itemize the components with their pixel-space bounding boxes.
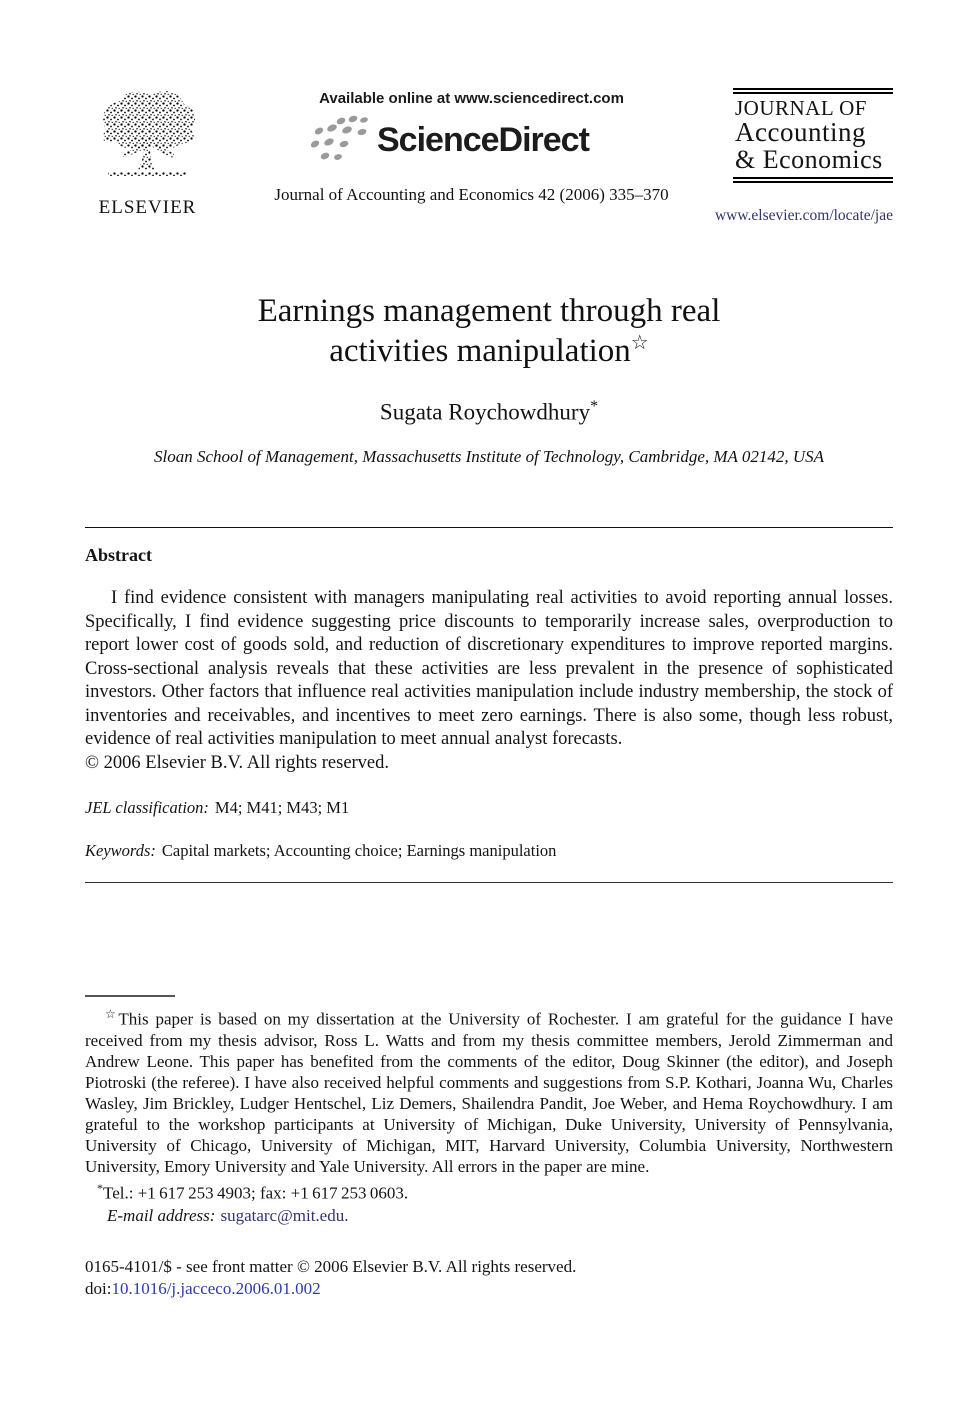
journal-logo-rule — [733, 181, 893, 183]
email-label: E-mail address: — [107, 1206, 216, 1226]
sciencedirect-logo — [210, 113, 733, 165]
footnote-acknowledgements — [85, 1004, 893, 1177]
abstract-bottom-rule — [85, 882, 893, 883]
footnote-telephone — [85, 1178, 893, 1204]
journal-logo-rule — [733, 177, 893, 179]
journal-website-link[interactable]: www.elsevier.com/locate/jae — [714, 207, 893, 224]
jel-label: JEL classification: — [85, 798, 209, 818]
keywords-line — [85, 841, 893, 861]
keywords-label: Keywords: — [85, 841, 156, 861]
title-footnote-marker: ☆ — [630, 332, 649, 355]
footnote-text: This paper is based on my dissertation at the University of Rochester. I am grateful for the guidance I have received from my thesis advisor, Ross L. Watts and from my thesis committee members, Jerold Zimmerman and Andrew Leone. This paper has benefited from the comments of the editor, Doug Skinner (the editor), and Joseph Piotroski (the referee). I have also received helpful comments and suggestions from S.P. Kothari, Joanna Wu, Charles Wasley, Jim Brickley, Ludger Hentschel, Liz Demers, Shailendra Pandit, Joe Weber, and Hema Roychowdhury. I am grateful to the workshop participants at University of Michigan, Duke University, University of Pennsylvania, University of Chicago, University of Michigan, MIT, Harvard University, Columbia University, Northwestern University, Emory University and Yale University. All errors in the paper are mine. — [85, 1009, 893, 1176]
page-title — [85, 291, 893, 372]
jel-value: M4; M41; M43; M1 — [214, 798, 350, 818]
keywords-value: Capital markets; Accounting choice; Earnings manipulation — [161, 841, 557, 861]
svg-text:ScienceDirect: ScienceDirect — [376, 121, 589, 159]
elsevier-logo — [85, 88, 210, 219]
author-name: Sugata Roychowdhury — [379, 399, 591, 425]
header-center — [210, 88, 733, 205]
elsevier-wordmark: ELSEVIER — [98, 197, 197, 218]
title-line1: Earnings management through real — [257, 293, 721, 329]
doi-link[interactable]: 10.1016/j.jacceco.2006.01.002 — [111, 1279, 321, 1299]
journal-logo-line2: Accounting — [735, 117, 866, 148]
author-line — [85, 398, 893, 426]
issn-line: 0165-4101/$ - see front matter © 2006 Elsevier B.V. All rights reserved. — [85, 1257, 577, 1277]
journal-citation-line: Journal of Accounting and Economics 42 (2006) 335–370 — [274, 185, 669, 204]
footnote-separator-rule — [85, 995, 175, 997]
sciencedirect-logo-icon — [307, 113, 637, 165]
journal-logo-line3: & Economics — [735, 145, 883, 175]
journal-logo — [733, 88, 893, 183]
email-link[interactable]: sugatarc@mit.edu. — [220, 1206, 349, 1226]
journal-logo-line1: JOURNAL OF — [735, 96, 867, 120]
journal-logo-rule — [733, 88, 893, 90]
abstract-text: I find evidence consistent with managers manipulating real activities to avoid reporting annual losses. Specifically, I find evidence suggesting price discounts to temporarily increase sales, overproduction to report lower cost of goods sold, and reduction of discretionary expenditures to improve reported margins. Cross-sectional analysis reveals that these activities are less prevalent in the presence of sophisticated investors. Other factors that influence real activities manipulation include industry membership, the stock of inventories and receivables, and incentives to meet zero earnings. There is also some, though less robust, evidence of real activities manipulation to meet annual analyst forecasts. — [85, 588, 893, 750]
doi-line — [85, 1278, 893, 1300]
available-online-text: Available online at www.sciencedirect.com — [319, 90, 624, 107]
abstract-top-rule — [85, 527, 893, 528]
elsevier-tree-icon — [92, 88, 204, 190]
abstract-heading: Abstract — [85, 545, 152, 566]
copyright-line: © 2006 Elsevier B.V. All rights reserved. — [85, 752, 390, 773]
front-matter-block — [85, 1256, 893, 1300]
page-header — [85, 88, 893, 219]
author-affiliation: Sloan School of Management, Massachusetts Institute of Technology, Cambridge, MA 02142, USA — [153, 447, 825, 467]
author-footnote-marker: * — [590, 397, 599, 415]
jel-classification-line — [85, 798, 893, 818]
title-block — [85, 291, 893, 467]
footnote-star-marker: ☆ — [105, 1007, 119, 1022]
doi-label: doi: — [85, 1279, 112, 1299]
tel-asterisk-marker: * — [97, 1180, 103, 1195]
footnote-email-line — [85, 1205, 893, 1226]
tel-text: Tel.: +1 617 253 4903; fax: +1 617 253 0603. — [103, 1183, 409, 1203]
title-line2: activities manipulation — [329, 333, 631, 370]
